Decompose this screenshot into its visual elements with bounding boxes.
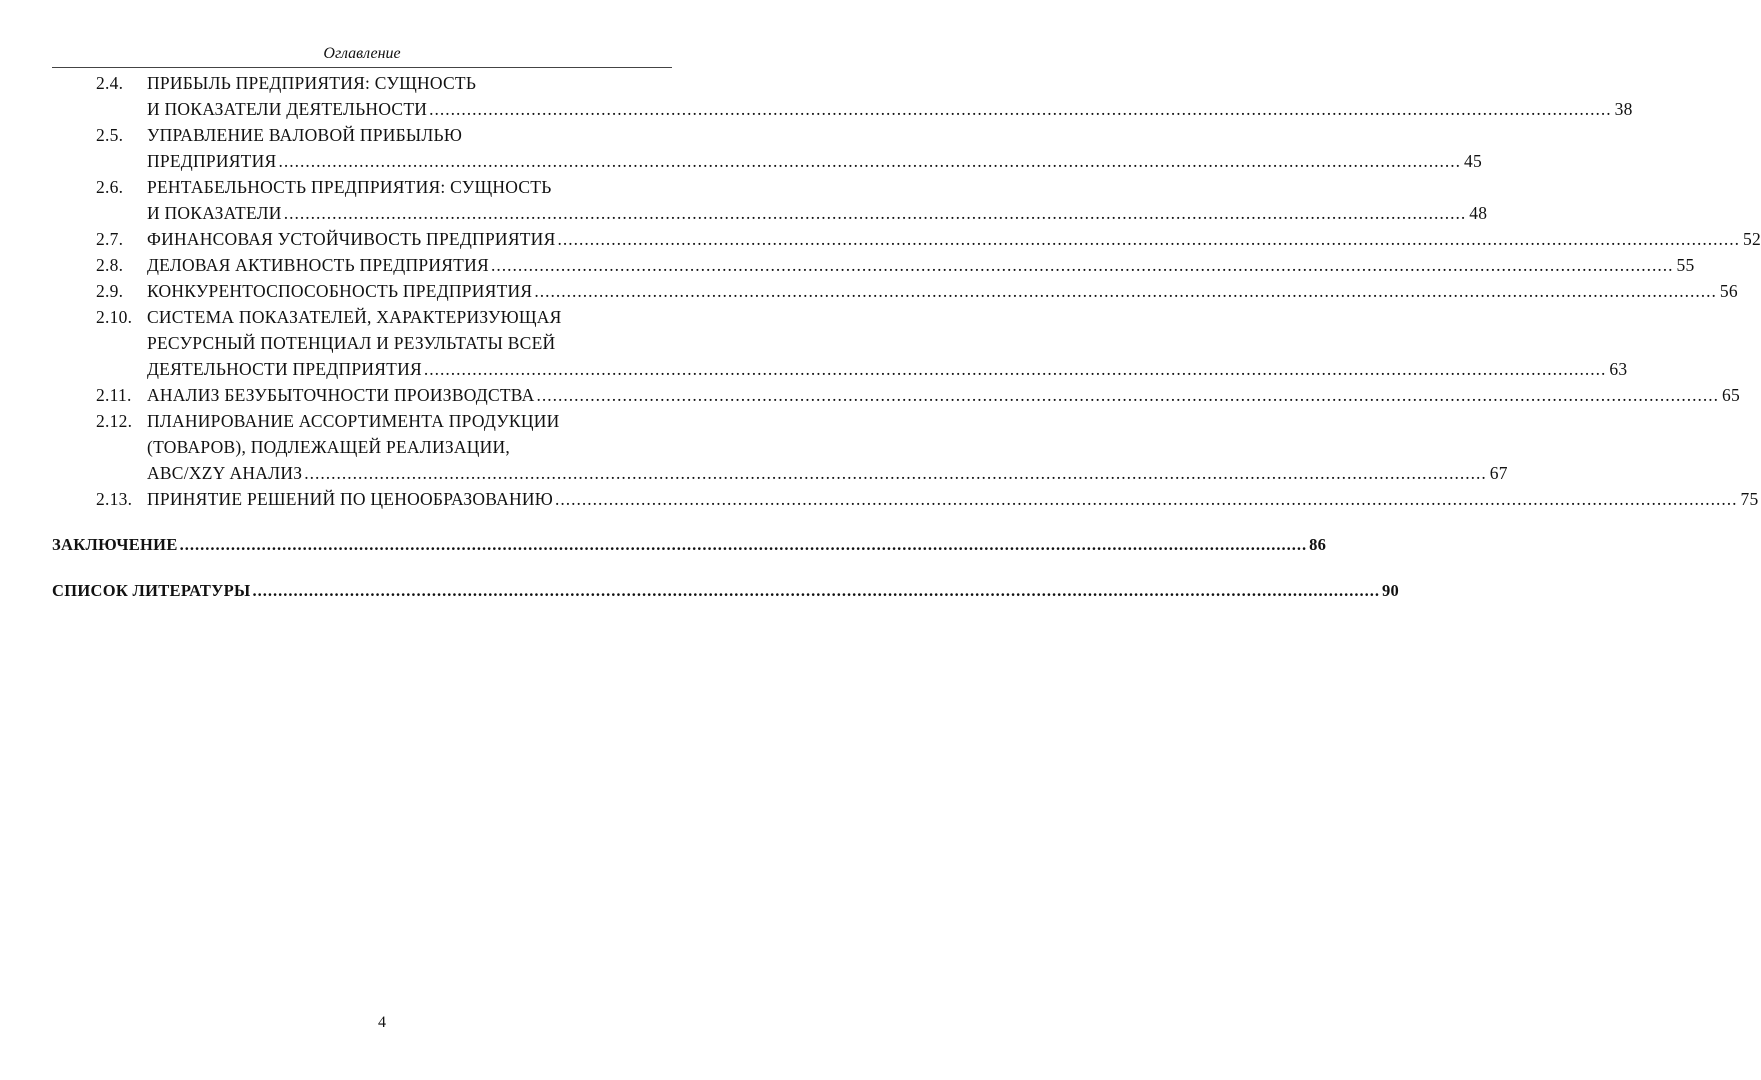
toc-leader-dots: ............................................................................................................................................................................................................................ — [557, 229, 1740, 249]
toc-entry-number: 2.4. — [96, 73, 124, 93]
toc-leader-dots: ............................................................................................................................................................................................................................ — [555, 489, 1738, 509]
toc-entry-number: 2.9. — [96, 281, 124, 301]
toc-entry[interactable] — [52, 304, 1628, 382]
toc-entry[interactable] — [52, 252, 1695, 278]
toc-leader-dots: ............................................................................................................................................................................................................................ — [534, 281, 1717, 301]
toc-page-number: 38 — [1614, 99, 1633, 119]
header-rule — [52, 67, 672, 68]
toc-page-number: 55 — [1676, 255, 1695, 275]
toc-leader-dots: ............................................................................................................................................................................................................................ — [283, 203, 1467, 223]
toc-entry-number: 2.8. — [96, 255, 124, 275]
toc-entry-title-line: ДЕЯТЕЛЬНОСТИ ПРЕДПРИЯТИЯ — [147, 359, 422, 379]
toc-entry-number: 2.6. — [96, 177, 124, 197]
toc-entry-number: 2.7. — [96, 229, 124, 249]
toc-entry-title-line: И ПОКАЗАТЕЛИ ДЕЯТЕЛЬНОСТИ — [147, 99, 428, 119]
page-number: 4 — [378, 1014, 386, 1031]
toc-entry[interactable] — [52, 226, 1761, 252]
toc-page-number: 67 — [1489, 463, 1508, 483]
toc-leader-dots: ............................................................................................................................................................................................................................ — [252, 581, 1380, 600]
toc-major-list — [52, 532, 1400, 604]
toc-major-entry[interactable] — [52, 578, 1400, 604]
toc-entry[interactable] — [52, 174, 1488, 226]
toc-entry-title-line: РЕНТАБЕЛЬНОСТЬ ПРЕДПРИЯТИЯ: СУЩНОСТЬ — [147, 177, 552, 197]
toc-entry-title-line: ABC/XZY АНАЛИЗ — [147, 463, 303, 483]
toc-page-number: 65 — [1722, 385, 1741, 405]
toc-entry-title-line: ПРИНЯТИЕ РЕШЕНИЙ ПО ЦЕНООБРАЗОВАНИЮ — [147, 489, 554, 509]
toc-entry[interactable] — [52, 278, 1738, 304]
toc-entry-title-line: ПРИБЫЛЬ ПРЕДПРИЯТИЯ: СУЩНОСТЬ — [147, 73, 477, 93]
toc-entry[interactable] — [52, 122, 1482, 174]
running-header: Оглавление — [323, 45, 401, 62]
toc-page-number: 45 — [1463, 151, 1482, 171]
toc-entry[interactable] — [52, 382, 1741, 408]
toc-page-number: 75 — [1740, 489, 1759, 509]
toc-page-number: 90 — [1382, 581, 1400, 600]
toc-leader-dots: ............................................................................................................................................................................................................................ — [423, 359, 1607, 379]
toc-page-number: 56 — [1719, 281, 1738, 301]
toc-major-title: ЗАКЛЮЧЕНИЕ — [52, 535, 178, 554]
toc-entry-title-line: И ПОКАЗАТЕЛИ — [147, 203, 282, 223]
toc-leader-dots: ............................................................................................................................................................................................................................ — [429, 99, 1612, 119]
toc-entry-number: 2.13. — [96, 489, 133, 509]
toc-entry[interactable] — [52, 408, 1508, 486]
toc-entry-title-line: ПЛАНИРОВАНИЕ АССОРТИМЕНТА ПРОДУКЦИИ — [147, 411, 560, 431]
toc-page-number: 52 — [1743, 229, 1761, 249]
toc-entry-title-line: ДЕЛОВАЯ АКТИВНОСТЬ ПРЕДПРИЯТИЯ — [147, 255, 489, 275]
toc-entry-title-line: ФИНАНСОВАЯ УСТОЙЧИВОСТЬ ПРЕДПРИЯТИЯ — [147, 229, 556, 249]
toc-entry-number: 2.12. — [96, 411, 133, 431]
toc-entry-title-line: (ТОВАРОВ), ПОДЛЕЖАЩЕЙ РЕАЛИЗАЦИИ, — [147, 437, 511, 457]
toc-leader-dots: ............................................................................................................................................................................................................................ — [278, 151, 1461, 171]
toc-major-entry[interactable] — [52, 532, 1327, 558]
toc-entry[interactable] — [52, 486, 1759, 512]
toc-entry-title-line: РЕСУРСНЫЙ ПОТЕНЦИАЛ И РЕЗУЛЬТАТЫ ВСЕЙ — [147, 333, 556, 353]
toc-entry-number: 2.11. — [96, 385, 132, 405]
toc-entry-title-line: КОНКУРЕНТОСПОСОБНОСТЬ ПРЕДПРИЯТИЯ — [147, 281, 533, 301]
table-of-contents — [52, 70, 1761, 604]
toc-entry[interactable] — [52, 70, 1633, 122]
toc-entry-number: 2.10. — [96, 307, 133, 327]
toc-entry-title-line: АНАЛИЗ БЕЗУБЫТОЧНОСТИ ПРОИЗВОДСТВА — [147, 385, 535, 405]
toc-leader-dots: ............................................................................................................................................................................................................................ — [490, 255, 1674, 275]
toc-page-number: 86 — [1309, 535, 1327, 554]
toc-subsection-list — [52, 70, 1761, 512]
toc-leader-dots: ............................................................................................................................................................................................................................ — [536, 385, 1720, 405]
toc-major-title: СПИСОК ЛИТЕРАТУРЫ — [52, 581, 251, 600]
toc-page-number: 63 — [1609, 359, 1628, 379]
toc-entry-number: 2.5. — [96, 125, 124, 145]
toc-entry-title-line: СИСТЕМА ПОКАЗАТЕЛЕЙ, ХАРАКТЕРИЗУЮЩАЯ — [147, 307, 562, 327]
toc-entry-title-line: ПРЕДПРИЯТИЯ — [147, 151, 277, 171]
toc-page-number: 48 — [1469, 203, 1488, 223]
toc-leader-dots: ............................................................................................................................................................................................................................ — [304, 463, 1487, 483]
toc-leader-dots: ............................................................................................................................................................................................................................ — [179, 535, 1308, 554]
toc-entry-title-line: УПРАВЛЕНИЕ ВАЛОВОЙ ПРИБЫЛЬЮ — [147, 125, 463, 145]
